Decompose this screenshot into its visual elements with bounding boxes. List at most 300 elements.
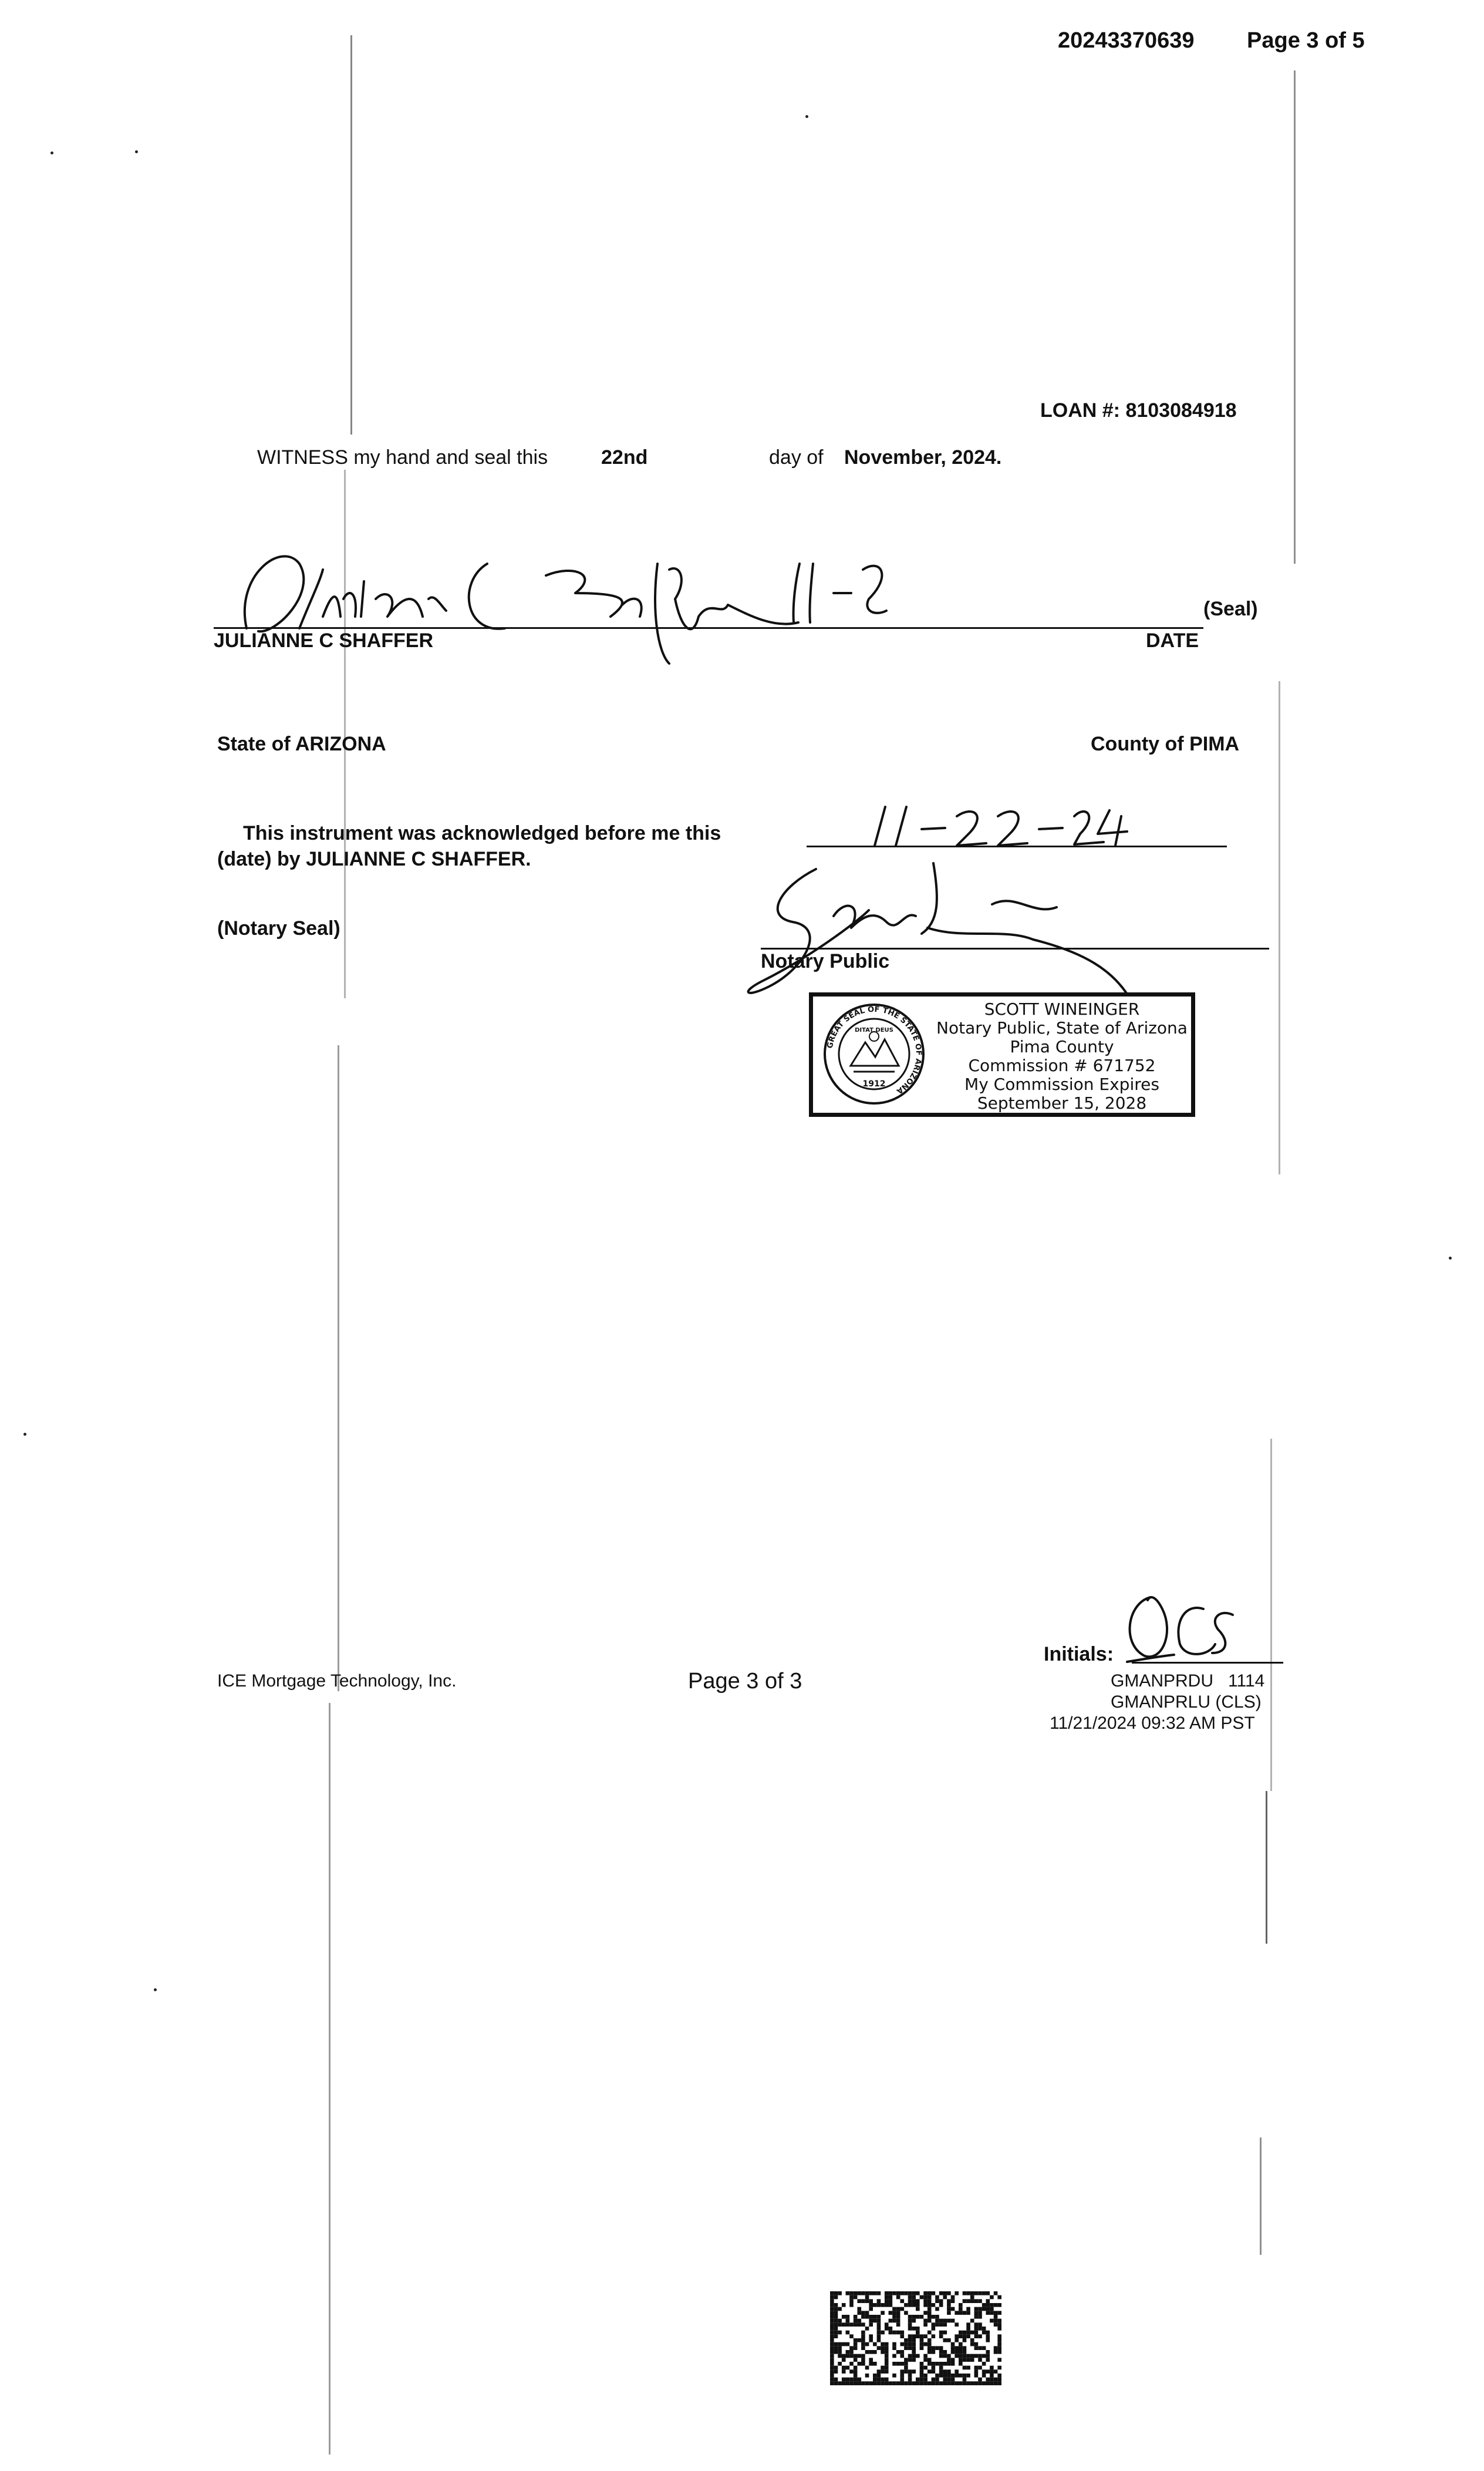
barcode-module: [978, 2346, 982, 2350]
barcode-module: [978, 2334, 982, 2338]
barcode-module: [932, 2381, 936, 2385]
barcode-module: [966, 2366, 970, 2370]
barcode-module: [970, 2291, 974, 2295]
barcode-module: [920, 2378, 924, 2382]
barcode-module: [904, 2311, 908, 2315]
barcode-module: [923, 2322, 928, 2327]
barcode-module: [920, 2295, 924, 2300]
scan-speck: [135, 150, 138, 153]
barcode-module: [861, 2291, 865, 2295]
barcode-module: [896, 2381, 900, 2385]
barcode-module: [974, 2291, 979, 2295]
notary-stamp-expires-date: September 15, 2028: [977, 1093, 1147, 1113]
barcode-module: [877, 2334, 881, 2338]
barcode-module: [846, 2354, 850, 2358]
barcode-module: [892, 2315, 896, 2319]
barcode-module: [861, 2354, 865, 2358]
barcode-module: [865, 2381, 869, 2385]
barcode-module: [990, 2378, 994, 2382]
scan-speck: [23, 1433, 26, 1436]
barcode-module: [877, 2378, 881, 2382]
barcode-module: [951, 2346, 955, 2350]
barcode-module: [963, 2358, 967, 2362]
barcode-module: [923, 2311, 928, 2315]
barcode-module: [982, 2362, 986, 2366]
barcode-module: [963, 2338, 967, 2342]
barcode-module: [920, 2346, 924, 2350]
barcode-module: [939, 2354, 943, 2358]
barcode-module: [834, 2381, 838, 2385]
barcode-module: [889, 2319, 893, 2323]
barcode-module: [869, 2303, 873, 2307]
barcode-module: [857, 2378, 861, 2382]
barcode-module: [834, 2303, 838, 2307]
barcode-module: [959, 2303, 963, 2307]
barcode-module: [889, 2311, 893, 2315]
barcode-module: [994, 2291, 998, 2295]
barcode-module: [854, 2291, 858, 2295]
barcode-module: [912, 2315, 916, 2319]
scan-speck: [50, 152, 53, 154]
barcode-module: [830, 2295, 834, 2300]
barcode-module: [834, 2378, 838, 2382]
barcode-module: [997, 2342, 1001, 2347]
barcode-module: [908, 2369, 912, 2374]
barcode-module: [928, 2342, 932, 2347]
borrower-name: JULIANNE C SHAFFER: [214, 629, 434, 652]
barcode-module: [869, 2307, 873, 2311]
barcode-module: [955, 2346, 959, 2350]
barcode-module: [986, 2299, 990, 2303]
barcode-module: [861, 2342, 865, 2347]
barcode-module: [892, 2362, 896, 2366]
barcode-module: [997, 2327, 1001, 2331]
barcode-module: [990, 2374, 994, 2378]
barcode-module: [947, 2354, 951, 2358]
barcode-module: [912, 2299, 916, 2303]
barcode-module: [935, 2307, 939, 2311]
barcode-module: [955, 2381, 959, 2385]
footer-code2: GMANPRLU (CLS): [1111, 1692, 1262, 1712]
barcode-module: [939, 2303, 943, 2307]
barcode-module: [970, 2381, 974, 2385]
footer-company: ICE Mortgage Technology, Inc.: [217, 1671, 457, 1691]
barcode-module: [951, 2299, 955, 2303]
acknowledgment-handwritten-date: [863, 799, 1139, 851]
barcode-module: [908, 2374, 912, 2378]
barcode-module: [970, 2331, 974, 2335]
barcode-module: [920, 2315, 924, 2319]
witness-month-year: November, 2024.: [844, 446, 1002, 469]
barcode-module: [830, 2299, 834, 2303]
barcode-module: [928, 2350, 932, 2354]
barcode-module: [849, 2350, 854, 2354]
barcode-module: [877, 2322, 881, 2327]
barcode-module: [885, 2369, 889, 2374]
barcode-module: [935, 2315, 939, 2319]
data-matrix-barcode: [830, 2291, 1001, 2385]
barcode-module: [885, 2354, 889, 2358]
barcode-module: [830, 2378, 834, 2382]
barcode-module: [963, 2381, 967, 2385]
barcode-module: [873, 2381, 877, 2385]
barcode-module: [963, 2350, 967, 2354]
barcode-module: [994, 2378, 998, 2382]
barcode-module: [869, 2334, 873, 2338]
barcode-module: [877, 2291, 881, 2295]
barcode-module: [978, 2354, 982, 2358]
barcode-module: [900, 2374, 904, 2378]
barcode-module: [932, 2334, 936, 2338]
loan-value: 8103084918: [1125, 399, 1237, 422]
barcode-module: [834, 2346, 838, 2350]
barcode-module: [974, 2322, 979, 2327]
barcode-module: [912, 2369, 916, 2374]
footer-code1-label: GMANPRDU: [1111, 1671, 1214, 1691]
barcode-module: [892, 2311, 896, 2315]
barcode-module: [830, 2315, 834, 2319]
barcode-module: [885, 2303, 889, 2307]
barcode-module: [959, 2381, 963, 2385]
barcode-module: [986, 2369, 990, 2374]
barcode-module: [865, 2291, 869, 2295]
barcode-module: [939, 2369, 943, 2374]
barcode-module: [857, 2381, 861, 2385]
barcode-module: [830, 2291, 834, 2295]
barcode-module: [955, 2338, 959, 2342]
barcode-module: [912, 2319, 916, 2323]
barcode-module: [842, 2369, 846, 2374]
barcode-module: [943, 2362, 947, 2366]
barcode-module: [830, 2327, 834, 2331]
barcode-module: [885, 2327, 889, 2331]
barcode-module: [869, 2291, 873, 2295]
barcode-module: [923, 2366, 928, 2370]
barcode-module: [834, 2331, 838, 2335]
barcode-module: [900, 2334, 904, 2338]
barcode-module: [854, 2366, 858, 2370]
barcode-module: [939, 2346, 943, 2350]
scan-speck: [805, 115, 808, 118]
witness-day: 22nd: [601, 446, 648, 469]
barcode-module: [955, 2334, 959, 2338]
witness-middle: day of: [769, 446, 824, 469]
barcode-module: [978, 2311, 982, 2315]
barcode-module: [908, 2327, 912, 2331]
barcode-module: [904, 2346, 908, 2350]
barcode-module: [842, 2315, 846, 2319]
barcode-module: [974, 2346, 979, 2350]
barcode-module: [873, 2303, 877, 2307]
barcode-module: [951, 2378, 955, 2382]
barcode-module: [842, 2378, 846, 2382]
barcode-module: [974, 2381, 979, 2385]
barcode-module: [963, 2311, 967, 2315]
barcode-module: [865, 2374, 869, 2378]
barcode-module: [854, 2322, 858, 2327]
barcode-module: [939, 2374, 943, 2378]
barcode-module: [877, 2319, 881, 2323]
barcode-module: [861, 2311, 865, 2315]
barcode-module: [861, 2334, 865, 2338]
barcode-module: [834, 2366, 838, 2370]
witness-prefix: WITNESS my hand and seal this: [257, 446, 548, 469]
barcode-module: [923, 2378, 928, 2382]
barcode-module: [912, 2350, 916, 2354]
barcode-module: [900, 2307, 904, 2311]
document-number: 20243370639: [1058, 28, 1195, 53]
barcode-module: [900, 2354, 904, 2358]
barcode-module: [986, 2303, 990, 2307]
barcode-module: [939, 2331, 943, 2335]
barcode-module: [935, 2346, 939, 2350]
barcode-module: [928, 2319, 932, 2323]
barcode-module: [865, 2342, 869, 2347]
page-label: Page 3 of 5: [1247, 28, 1365, 53]
barcode-module: [896, 2295, 900, 2300]
barcode-module: [908, 2303, 912, 2307]
barcode-module: [966, 2299, 970, 2303]
barcode-module: [951, 2381, 955, 2385]
barcode-module: [959, 2311, 963, 2315]
barcode-module: [881, 2350, 885, 2354]
barcode-module: [830, 2369, 834, 2374]
barcode-module: [923, 2319, 928, 2323]
footer-initials-line: [1132, 1662, 1283, 1664]
barcode-module: [986, 2311, 990, 2315]
barcode-module: [916, 2315, 920, 2319]
barcode-module: [932, 2291, 936, 2295]
barcode-module: [900, 2299, 904, 2303]
scan-artifact-line: [1279, 681, 1280, 1174]
barcode-module: [857, 2322, 861, 2327]
barcode-module: [846, 2331, 850, 2335]
barcode-module: [994, 2319, 998, 2323]
venue-state: State of ARIZONA: [217, 733, 386, 755]
barcode-module: [830, 2303, 834, 2307]
footer-initials-label: Initials:: [1044, 1643, 1114, 1665]
barcode-module: [912, 2303, 916, 2307]
barcode-module: [861, 2322, 865, 2327]
scan-speck: [154, 1988, 157, 1991]
barcode-module: [873, 2378, 877, 2382]
notary-signature: [728, 851, 1139, 1016]
barcode-module: [986, 2358, 990, 2362]
barcode-module: [966, 2307, 970, 2311]
barcode-module: [861, 2381, 865, 2385]
barcode-module: [861, 2299, 865, 2303]
borrower-signature-line: [214, 627, 1203, 629]
barcode-module: [834, 2319, 838, 2323]
barcode-module: [955, 2291, 959, 2295]
footer-code1: [1111, 1671, 1264, 1691]
barcode-module: [857, 2338, 861, 2342]
barcode-module: [908, 2358, 912, 2362]
barcode-module: [838, 2350, 842, 2354]
barcode-module: [935, 2295, 939, 2300]
barcode-module: [990, 2295, 994, 2300]
barcode-module: [982, 2346, 986, 2350]
barcode-module: [928, 2369, 932, 2374]
barcode-module: [978, 2358, 982, 2362]
barcode-module: [869, 2319, 873, 2323]
barcode-module: [896, 2311, 900, 2315]
barcode-module: [982, 2381, 986, 2385]
barcode-module: [939, 2350, 943, 2354]
barcode-module: [896, 2362, 900, 2366]
barcode-module: [834, 2327, 838, 2331]
barcode-module: [861, 2362, 865, 2366]
barcode-module: [916, 2334, 920, 2338]
barcode-module: [978, 2327, 982, 2331]
barcode-module: [908, 2346, 912, 2350]
barcode-module: [846, 2322, 850, 2327]
barcode-module: [873, 2374, 877, 2378]
barcode-module: [912, 2334, 916, 2338]
barcode-module: [966, 2327, 970, 2331]
barcode-module: [846, 2342, 850, 2347]
scan-artifact-line: [1294, 70, 1296, 564]
barcode-module: [951, 2295, 955, 2300]
barcode-module: [916, 2307, 920, 2311]
barcode-module: [943, 2331, 947, 2335]
barcode-module: [970, 2295, 974, 2300]
barcode-module: [951, 2362, 955, 2366]
barcode-module: [978, 2315, 982, 2319]
barcode-module: [900, 2342, 904, 2347]
barcode-module: [920, 2338, 924, 2342]
barcode-module: [865, 2350, 869, 2354]
barcode-module: [959, 2374, 963, 2378]
barcode-module: [885, 2362, 889, 2366]
barcode-module: [834, 2322, 838, 2327]
barcode-module: [963, 2366, 967, 2370]
barcode-module: [920, 2366, 924, 2370]
barcode-module: [928, 2346, 932, 2350]
barcode-module: [889, 2299, 893, 2303]
barcode-module: [978, 2299, 982, 2303]
barcode-module: [928, 2307, 932, 2311]
barcode-module: [869, 2338, 873, 2342]
barcode-module: [904, 2338, 908, 2342]
barcode-module: [908, 2334, 912, 2338]
barcode-module: [939, 2366, 943, 2370]
barcode-module: [873, 2291, 877, 2295]
barcode-module: [997, 2378, 1001, 2382]
barcode-module: [920, 2374, 924, 2378]
barcode-module: [865, 2311, 869, 2315]
footer-timestamp: 11/21/2024 09:32 AM PST: [1050, 1713, 1255, 1733]
barcode-module: [966, 2358, 970, 2362]
venue-county: County of PIMA: [1091, 733, 1240, 755]
barcode-module: [877, 2369, 881, 2374]
barcode-module: [955, 2350, 959, 2354]
barcode-module: [857, 2299, 861, 2303]
barcode-module: [861, 2358, 865, 2362]
barcode-module: [920, 2334, 924, 2338]
barcode-module: [865, 2366, 869, 2370]
barcode-module: [830, 2350, 834, 2354]
barcode-module: [846, 2319, 850, 2323]
barcode-module: [896, 2307, 900, 2311]
barcode-module: [912, 2291, 916, 2295]
notary-stamp: [809, 992, 1195, 1117]
barcode-module: [900, 2350, 904, 2354]
barcode-module: [978, 2366, 982, 2370]
barcode-module: [994, 2315, 998, 2319]
scan-artifact-line: [338, 1045, 339, 1691]
barcode-module: [908, 2299, 912, 2303]
barcode-module: [869, 2381, 873, 2385]
barcode-module: [970, 2299, 974, 2303]
barcode-module: [908, 2378, 912, 2382]
barcode-module: [923, 2381, 928, 2385]
barcode-module: [912, 2358, 916, 2362]
barcode-module: [939, 2381, 943, 2385]
barcode-module: [966, 2311, 970, 2315]
barcode-module: [947, 2378, 951, 2382]
barcode-module: [947, 2362, 951, 2366]
svg-text:DITAT DEUS: DITAT DEUS: [855, 1027, 893, 1033]
barcode-module: [881, 2311, 885, 2315]
barcode-module: [889, 2331, 893, 2335]
barcode-module: [978, 2291, 982, 2295]
barcode-module: [849, 2381, 854, 2385]
loan-number: [1040, 399, 1237, 422]
barcode-module: [881, 2303, 885, 2307]
barcode-module: [854, 2346, 858, 2350]
barcode-module: [854, 2381, 858, 2385]
barcode-module: [842, 2303, 846, 2307]
barcode-module: [900, 2291, 904, 2295]
barcode-module: [932, 2346, 936, 2350]
barcode-module: [943, 2350, 947, 2354]
barcode-module: [892, 2307, 896, 2311]
barcode-module: [830, 2346, 834, 2350]
barcode-module: [908, 2295, 912, 2300]
barcode-module: [963, 2331, 967, 2335]
barcode-module: [978, 2381, 982, 2385]
barcode-module: [959, 2362, 963, 2366]
barcode-module: [846, 2291, 850, 2295]
barcode-module: [923, 2334, 928, 2338]
svg-text:GREAT SEAL OF THE STATE OF ARI: GREAT SEAL OF THE STATE OF ARIZONA: [825, 1005, 923, 1096]
scan-artifact-line: [1266, 1791, 1267, 1944]
barcode-module: [912, 2342, 916, 2347]
barcode-module: [830, 2374, 834, 2378]
barcode-module: [842, 2322, 846, 2327]
barcode-module: [849, 2362, 854, 2366]
barcode-module: [943, 2369, 947, 2374]
barcode-module: [994, 2322, 998, 2327]
barcode-module: [990, 2319, 994, 2323]
barcode-module: [986, 2378, 990, 2382]
barcode-module: [986, 2350, 990, 2354]
barcode-module: [928, 2338, 932, 2342]
barcode-module: [885, 2299, 889, 2303]
barcode-module: [920, 2362, 924, 2366]
barcode-module: [997, 2319, 1001, 2323]
barcode-module: [881, 2378, 885, 2382]
barcode-module: [900, 2362, 904, 2366]
barcode-module: [854, 2358, 858, 2362]
barcode-module: [966, 2374, 970, 2378]
barcode-module: [881, 2381, 885, 2385]
barcode-module: [939, 2334, 943, 2338]
barcode-module: [935, 2378, 939, 2382]
barcode-module: [834, 2342, 838, 2347]
barcode-module: [939, 2319, 943, 2323]
